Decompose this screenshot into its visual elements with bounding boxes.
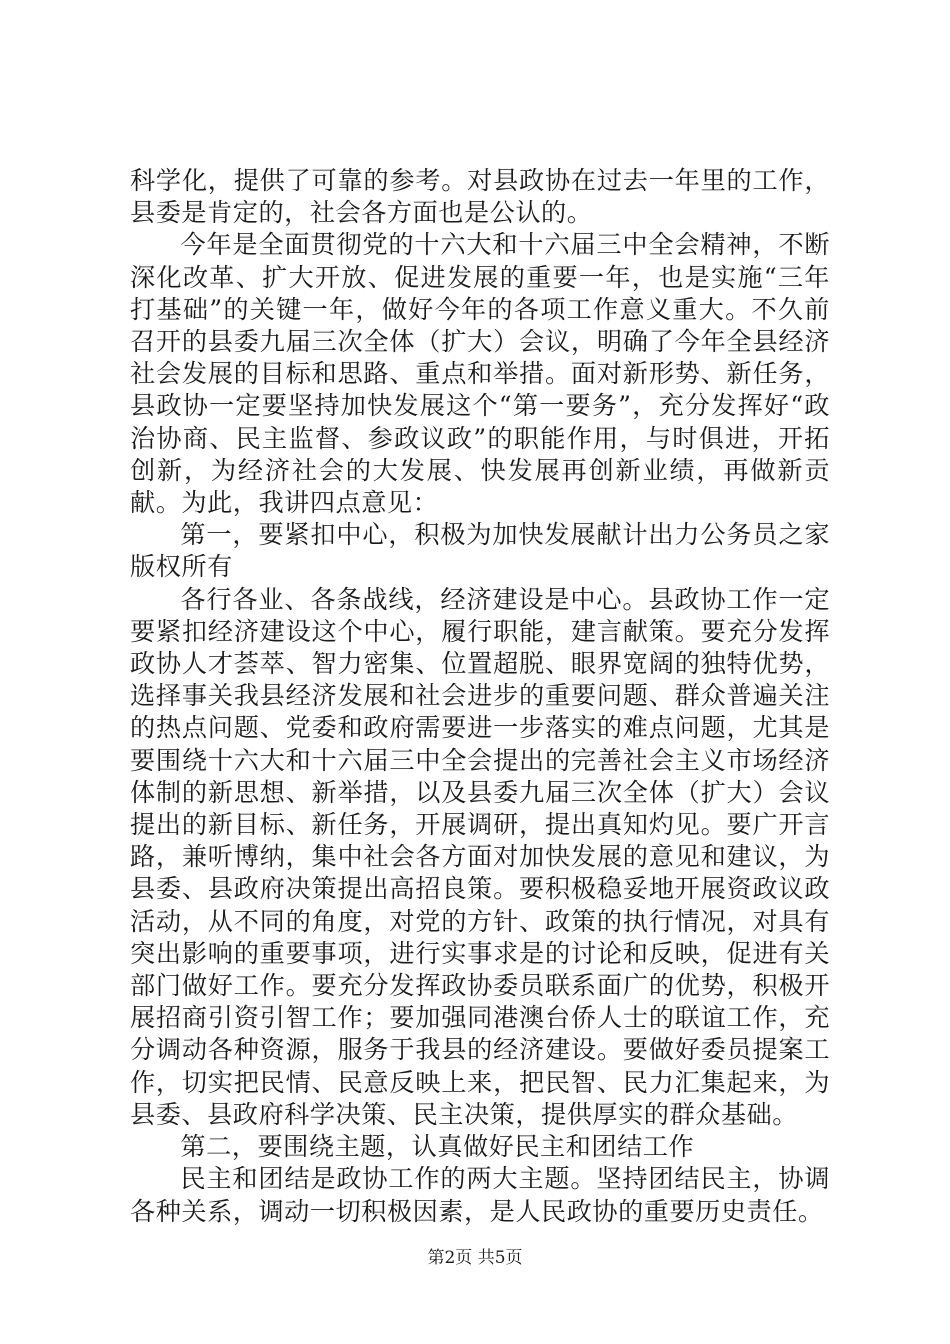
paragraph-4: 民主和团结是政协工作的两大主题。坚持团结民主，协调各种关系，调动一切积极因素，是人民政协的重要历史责任。: [130, 1164, 830, 1226]
paragraph-2: 今年是全面贯彻党的十六大和十六届三中全会精神，不断深化改革、扩大开放、促进发展的重要一年，也是实施“三年打基础”的关键一年，做好今年的各项工作意义重大。不久前召开的县委九届三次全体（扩大）会议，明确了今年全县经济社会发展的目标和思路、重点和举措。面对新形势、新任务，县政协一定要坚持加快发展这个“第一要务”，充分发挥好“政治协商、民主监督、参政议政”的职能作用，与时俱进，开拓创新，为经济社会的大发展、快发展再创新业绩，再做新贡献。为此，我讲四点意见：: [130, 230, 830, 518]
document-body: [130, 165, 830, 1228]
section-heading-1: 第一，要紧扣中心，积极为加快发展献计出力公务员之家版权所有: [130, 520, 830, 582]
paragraph-1: 科学化，提供了可靠的参考。对县政协在过去一年里的工作，县委是肯定的，社会各方面也是公认的。: [130, 166, 830, 228]
paragraph-3: 各行各业、各条战线，经济建设是中心。县政协工作一定要紧扣经济建设这个中心，履行职能，建言献策。要充分发挥政协人才荟萃、智力密集、位置超脱、眼界宽阔的独特优势，选择事关我县经济发展和社会进步的重要问题、群众普遍关注的热点问题、党委和政府需要进一步落实的难点问题，尤其是要围绕十六大和十六届三中全会提出的完善社会主义市场经济体制的新思想、新举措，以及县委九届三次全体（扩大）会议提出的新目标、新任务，开展调研，提出真知灼见。要广开言路，兼听博纳，集中社会各方面对加快发展的意见和建议，为县委、县政府决策提出高招良策。要积极稳妥地开展资政议政活动，从不同的角度，对党的方针、政策的执行情况，对具有突出影响的重要事项，进行实事求是的讨论和反映，促进有关部门做好工作。要充分发挥政协委员联系面广的优势，积极开展招商引资引智工作；要加强同港澳台侨人士的联谊工作，充分调动各种资源，服务于我县的经济建设。要做好委员提案工作，切实把民情、民意反映上来，把民智、民力汇集起来，为县委、县政府科学决策、民主决策，提供厚实的群众基础。: [130, 584, 830, 1129]
section-heading-2: 第二，要围绕主题，认真做好民主和团结工作: [180, 1132, 695, 1162]
page-number-footer: 第2页 共5页: [427, 1248, 523, 1268]
